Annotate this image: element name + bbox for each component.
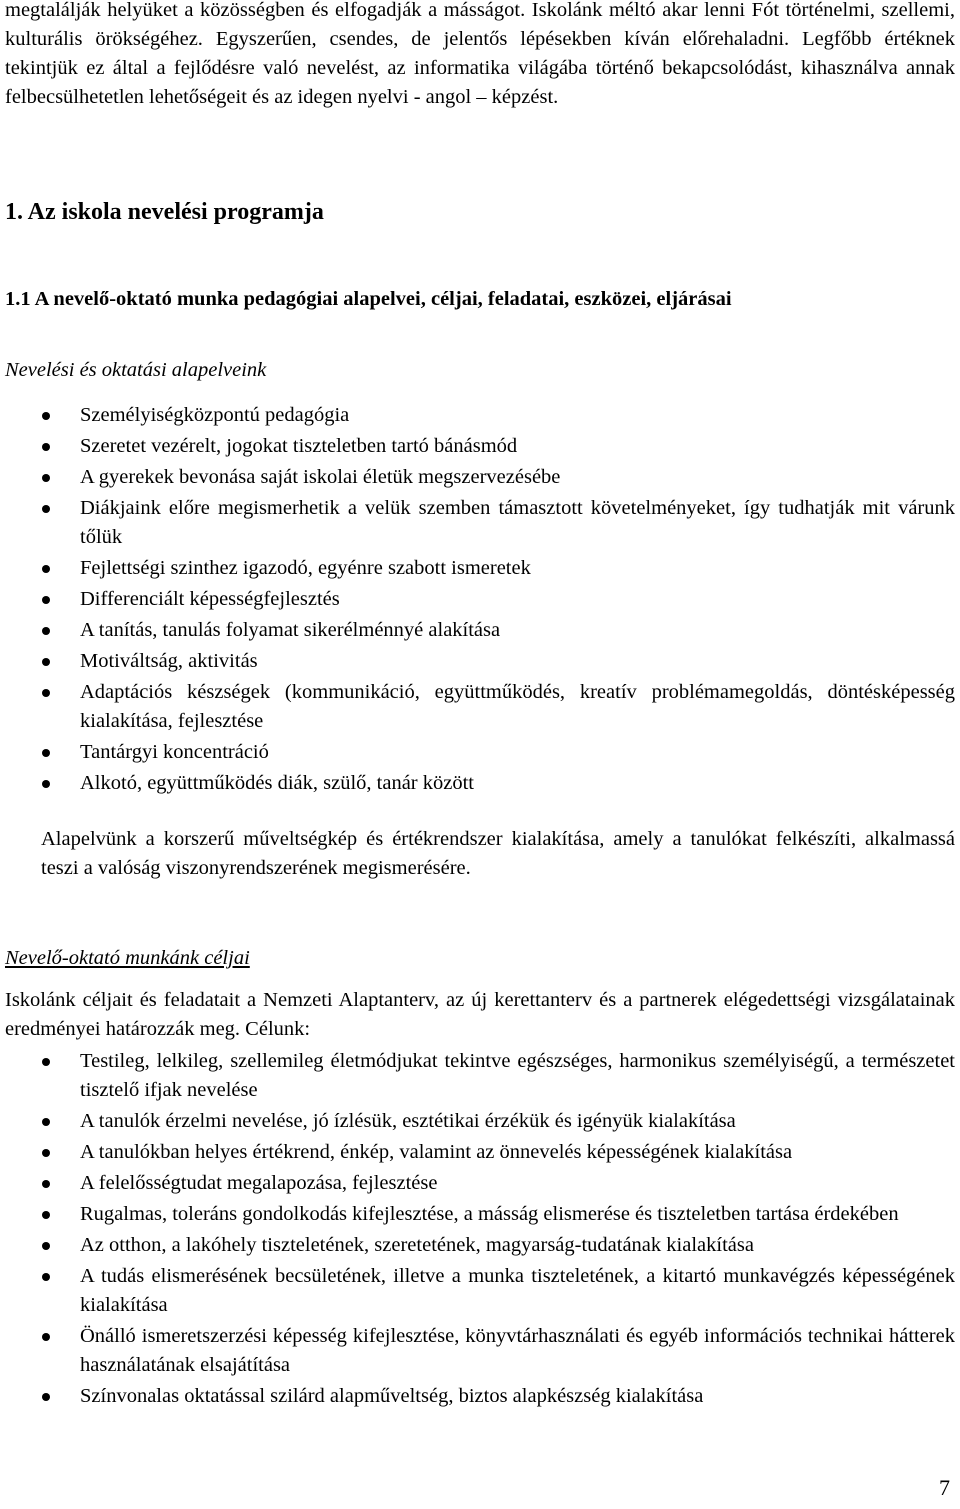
principles-list (5, 401, 955, 800)
list-item: Szeretet vezérelt, jogokat tiszteletben tartó bánásmód (5, 432, 955, 461)
bullet-icon (42, 474, 50, 482)
principles-heading: Nevelési és oktatási alapelveink (5, 359, 267, 381)
bullet-icon (42, 1058, 50, 1066)
bullet-icon (42, 627, 50, 635)
bullet-icon (42, 1118, 50, 1126)
list-item: Az otthon, a lakóhely tiszteletének, szeretetének, magyarság-tudatának kialakítása (5, 1231, 955, 1260)
document-page (5, 0, 955, 1500)
list-item: Személyiségközpontú pedagógia (5, 401, 955, 430)
principles-summary: Alapelvünk a korszerű műveltségkép és értékrendszer kialakítása, amely a tanulókat felkészíti, alkalmassá teszi a valóság viszonyrendszerének megismerésére. (41, 828, 955, 879)
bullet-icon (42, 780, 50, 788)
bullet-icon (42, 1333, 50, 1341)
list-item: Diákjaink előre megismerhetik a velük szemben támasztott követelményeket, így tudhatják mit várunk tőlük (5, 494, 955, 552)
bullet-icon (42, 412, 50, 420)
list-item: Differenciált képességfejlesztés (5, 585, 955, 614)
list-item: Tantárgyi koncentráció (5, 738, 955, 767)
list-item: A tanítás, tanulás folyamat sikerélménnyé alakítása (5, 616, 955, 645)
page-number: 7 (939, 1475, 950, 1500)
bullet-icon (42, 596, 50, 604)
section-title: 1. Az iskola nevelési programja (5, 199, 324, 225)
bullet-icon (42, 689, 50, 697)
list-item: A gyerekek bevonása saját iskolai életük megszervezésébe (5, 463, 955, 492)
bullet-icon (42, 1180, 50, 1188)
list-item: A tudás elismerésének becsületének, illetve a munka tiszteletének, a kitartó munkavégzés képességének kialakítása (5, 1262, 955, 1320)
list-item: Adaptációs készségek (kommunikáció, együttműködés, kreatív problémamegoldás, döntésképesség kialakítása, fejlesztése (5, 678, 955, 736)
list-item: Színvonalas oktatással szilárd alapműveltség, biztos alapkészség kialakítása (5, 1382, 955, 1411)
bullet-icon (42, 1273, 50, 1281)
bullet-icon (42, 749, 50, 757)
bullet-icon (42, 1393, 50, 1401)
bullet-icon (42, 1211, 50, 1219)
list-item: A felelősségtudat megalapozása, fejlesztése (5, 1169, 955, 1198)
goals-intro: Iskolánk céljait és feladatait a Nemzeti Alaptanterv, az új kerettanterv és a partnerek elégedettségi vizsgálatainak eredményei határozzák meg. Célunk: (5, 989, 955, 1040)
bullet-icon (42, 565, 50, 573)
bullet-icon (42, 1149, 50, 1157)
list-item: Önálló ismeretszerzési képesség kifejlesztése, könyvtárhasználati és egyéb információs technikai hátterek használatának elsajátítása (5, 1322, 955, 1380)
list-item: Alkotó, együttműködés diák, szülő, tanár között (5, 769, 955, 798)
list-item: Motiváltság, aktivitás (5, 647, 955, 676)
list-item: Fejlettségi szinthez igazodó, egyénre szabott ismeretek (5, 554, 955, 583)
bullet-icon (42, 443, 50, 451)
list-item: Rugalmas, toleráns gondolkodás kifejlesztése, a másság elismerése és tiszteletben tartása érdekében (5, 1200, 955, 1229)
subsection-title: 1.1 A nevelő-oktató munka pedagógiai alapelvei, céljai, feladatai, eszközei, eljárásai (5, 288, 732, 310)
list-item: A tanulókban helyes értékrend, énkép, valamint az önnevelés képességének kialakítása (5, 1138, 955, 1167)
goals-heading: Nevelő-oktató munkánk céljai (5, 947, 250, 969)
list-item: A tanulók érzelmi nevelése, jó ízlésük, esztétikai érzékük és igényük kialakítása (5, 1107, 955, 1136)
goals-list (5, 1047, 955, 1413)
list-item: Testileg, lelkileg, szellemileg életmódjukat tekintve egészséges, harmonikus személyiségű, a természetet tisztelő ifjak nevelése (5, 1047, 955, 1105)
bullet-icon (42, 505, 50, 513)
bullet-icon (42, 658, 50, 666)
bullet-icon (42, 1242, 50, 1250)
intro-paragraph: megtalálják helyüket a közösségben és elfogadják a másságot. Iskolánk méltó akar lenni Fót történelmi, szellemi, kulturális örökségéhez. Egyszerűen, csendes, de jelentős lépésekben kíván előrehaladni. Legfőbb értéknek tekintjük ez által a fejlődésre való nevelést, az informatika világába történő bekapcsolódást, kihasználva annak felbecsülhetetlen lehetőségeit és az idegen nyelvi - angol – képzést. (5, 0, 955, 108)
